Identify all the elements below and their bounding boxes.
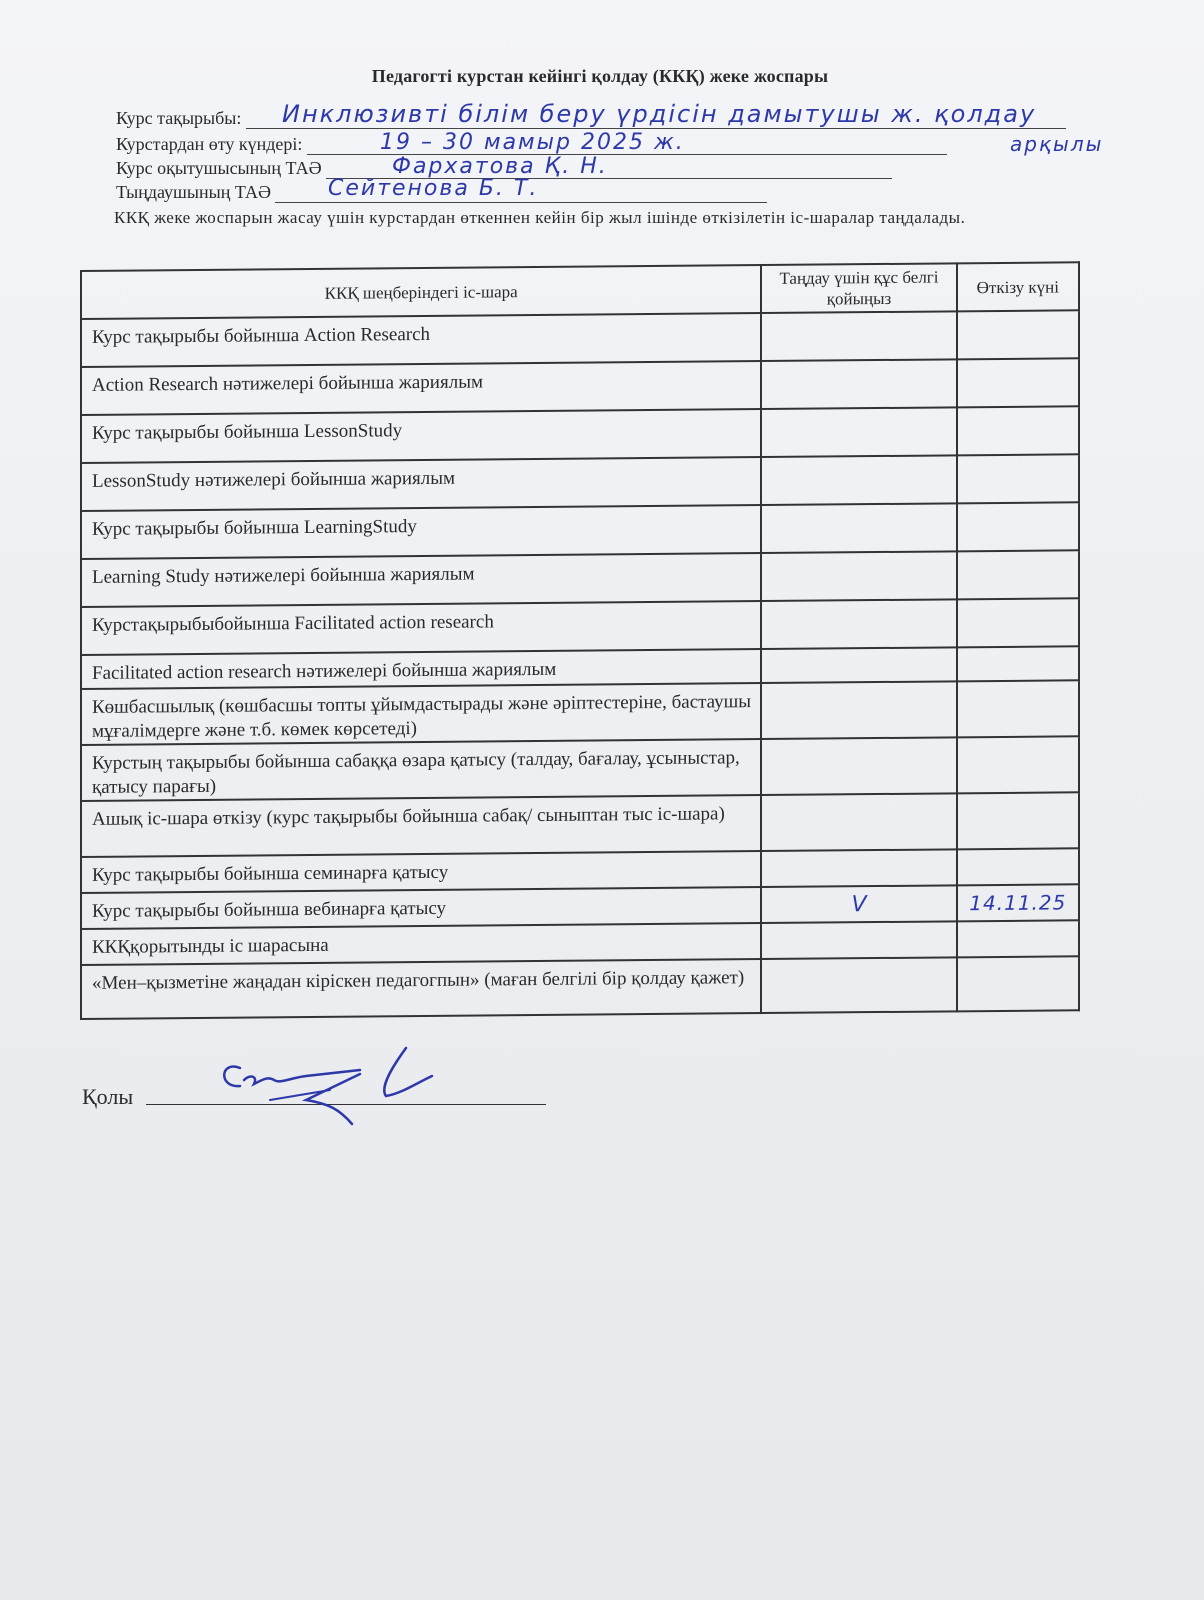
- select-mark-cell[interactable]: [761, 885, 956, 923]
- date-cell[interactable]: [957, 598, 1079, 647]
- dates-value: 19 – 30 мамыр 2025 ж.: [380, 130, 685, 155]
- activity-cell: Курс тақырыбы бойынша LessonStudy: [81, 409, 761, 463]
- document-title: Педагогті курстан кейінгі қолдау (ККҚ) жеке жоспары: [371, 66, 829, 86]
- date-cell[interactable]: [957, 646, 1079, 681]
- activity-cell: Курс тақырыбы бойынша вебинарға қатысу: [81, 887, 761, 929]
- date-cell[interactable]: [957, 736, 1079, 793]
- date-cell[interactable]: [957, 454, 1079, 503]
- course-topic-value-2: арқылы: [1010, 132, 1104, 156]
- select-mark-cell[interactable]: [761, 599, 956, 649]
- date-cell[interactable]: [957, 680, 1079, 737]
- select-mark-cell[interactable]: [761, 311, 956, 361]
- date-cell[interactable]: [957, 310, 1079, 359]
- table-row: [81, 598, 1079, 655]
- select-mark-cell[interactable]: [761, 647, 956, 683]
- listener-label: Тыңдаушының ТАӘ: [116, 182, 271, 202]
- teacher-value: Фархатова Қ. Н.: [392, 154, 608, 179]
- header-select: Таңдау үшін құс белгі қойыңыз: [761, 263, 956, 313]
- table-row: [81, 792, 1079, 857]
- activity-cell: Action Research нәтижелері бойынша жариялым: [81, 361, 761, 415]
- table-row: [81, 550, 1079, 607]
- select-mark-cell[interactable]: [761, 407, 956, 457]
- select-mark-cell[interactable]: [761, 551, 956, 601]
- activities-table: [80, 261, 1080, 1020]
- table-row: [81, 736, 1079, 801]
- table-row: [81, 956, 1079, 1019]
- dates-label: Курстардан өту күндері:: [116, 134, 303, 154]
- select-mark-cell[interactable]: [761, 681, 956, 739]
- check-mark: V: [851, 891, 867, 917]
- date-cell[interactable]: [957, 920, 1079, 957]
- activity-cell: Ашық іс-шара өткізу (курс тақырыбы бойынша сабақ/ сыныптан тыс іс-шара): [81, 795, 761, 857]
- table-header-row: [81, 262, 1079, 319]
- header-date: Өткізу күні: [957, 262, 1079, 311]
- date-cell[interactable]: [957, 358, 1079, 407]
- date-cell[interactable]: [957, 792, 1079, 849]
- activity-cell: Курс тақырыбы бойынша семинарға қатысу: [81, 851, 761, 893]
- select-mark-cell[interactable]: [761, 849, 956, 887]
- activity-cell: ККҚқорытынды іс шарасына: [81, 923, 761, 965]
- course-topic-value: Инклюзивті білім беру үрдісін дамытушы ж. қолдау: [282, 100, 1037, 128]
- table-row: [81, 358, 1079, 415]
- table-row: [81, 310, 1079, 367]
- date-cell[interactable]: [957, 884, 1079, 921]
- activity-cell: «Мен–қызметіне жаңадан кіріскен педагогпын» (маған белгілі бір қолдау қажет): [81, 959, 761, 1019]
- teacher-label: Курс оқытушысының ТАӘ: [116, 158, 322, 178]
- table-row: [81, 454, 1079, 511]
- date-cell[interactable]: [957, 956, 1079, 1011]
- intro-text: ККҚ жеке жоспарын жасау үшін курстардан өткеннен кейін бір жыл ішінде өткізілетін іс-шаралар таңдалады.: [114, 208, 966, 227]
- table-row: [81, 680, 1079, 745]
- date-cell[interactable]: [957, 406, 1079, 455]
- date-cell[interactable]: [957, 848, 1079, 885]
- activity-cell: Курстақырыбыбойынша Facilitated action research: [81, 601, 761, 655]
- date-cell[interactable]: [957, 502, 1079, 551]
- header-activity: ККҚ шеңберіндегі іс-шара: [81, 265, 761, 319]
- activity-cell: Facilitated action research нәтижелері бойынша жариялым: [81, 649, 761, 689]
- activity-cell: Курс тақырыбы бойынша Action Research: [81, 313, 761, 367]
- select-mark-cell[interactable]: [761, 737, 956, 795]
- select-mark-cell[interactable]: [761, 359, 956, 409]
- activities-table-wrap: [80, 261, 1110, 1020]
- activity-cell: Курс тақырыбы бойынша LearningStudy: [81, 505, 761, 559]
- date-value: 14.11.25: [969, 889, 1067, 915]
- select-mark-cell[interactable]: [761, 957, 956, 1013]
- date-cell[interactable]: [957, 550, 1079, 599]
- course-topic-label: Курс тақырыбы:: [116, 108, 242, 128]
- select-mark-cell[interactable]: [761, 793, 956, 851]
- select-mark-cell[interactable]: [761, 921, 956, 959]
- table-row: [81, 502, 1079, 559]
- table-row: [81, 406, 1079, 463]
- select-mark-cell[interactable]: [761, 455, 956, 505]
- activity-cell: Learning Study нәтижелері бойынша жариялым: [81, 553, 761, 607]
- signature-image: [210, 1040, 450, 1130]
- signature-label: Қолы: [82, 1084, 134, 1109]
- listener-value: Сейтенова Б. Т.: [328, 176, 539, 201]
- activity-cell: Курстың тақырыбы бойынша сабаққа өзара қатысу (талдау, бағалау, ұсыныстар, қатысу парағы): [81, 739, 761, 801]
- activity-cell: LessonStudy нәтижелері бойынша жариялым: [81, 457, 761, 511]
- select-mark-cell[interactable]: [761, 503, 956, 553]
- activity-cell: Көшбасшылық (көшбасшы топты ұйымдастырады және әріптестеріне, бастаушы мұғалімдерге және т.б. көмек көрсетеді): [81, 683, 761, 745]
